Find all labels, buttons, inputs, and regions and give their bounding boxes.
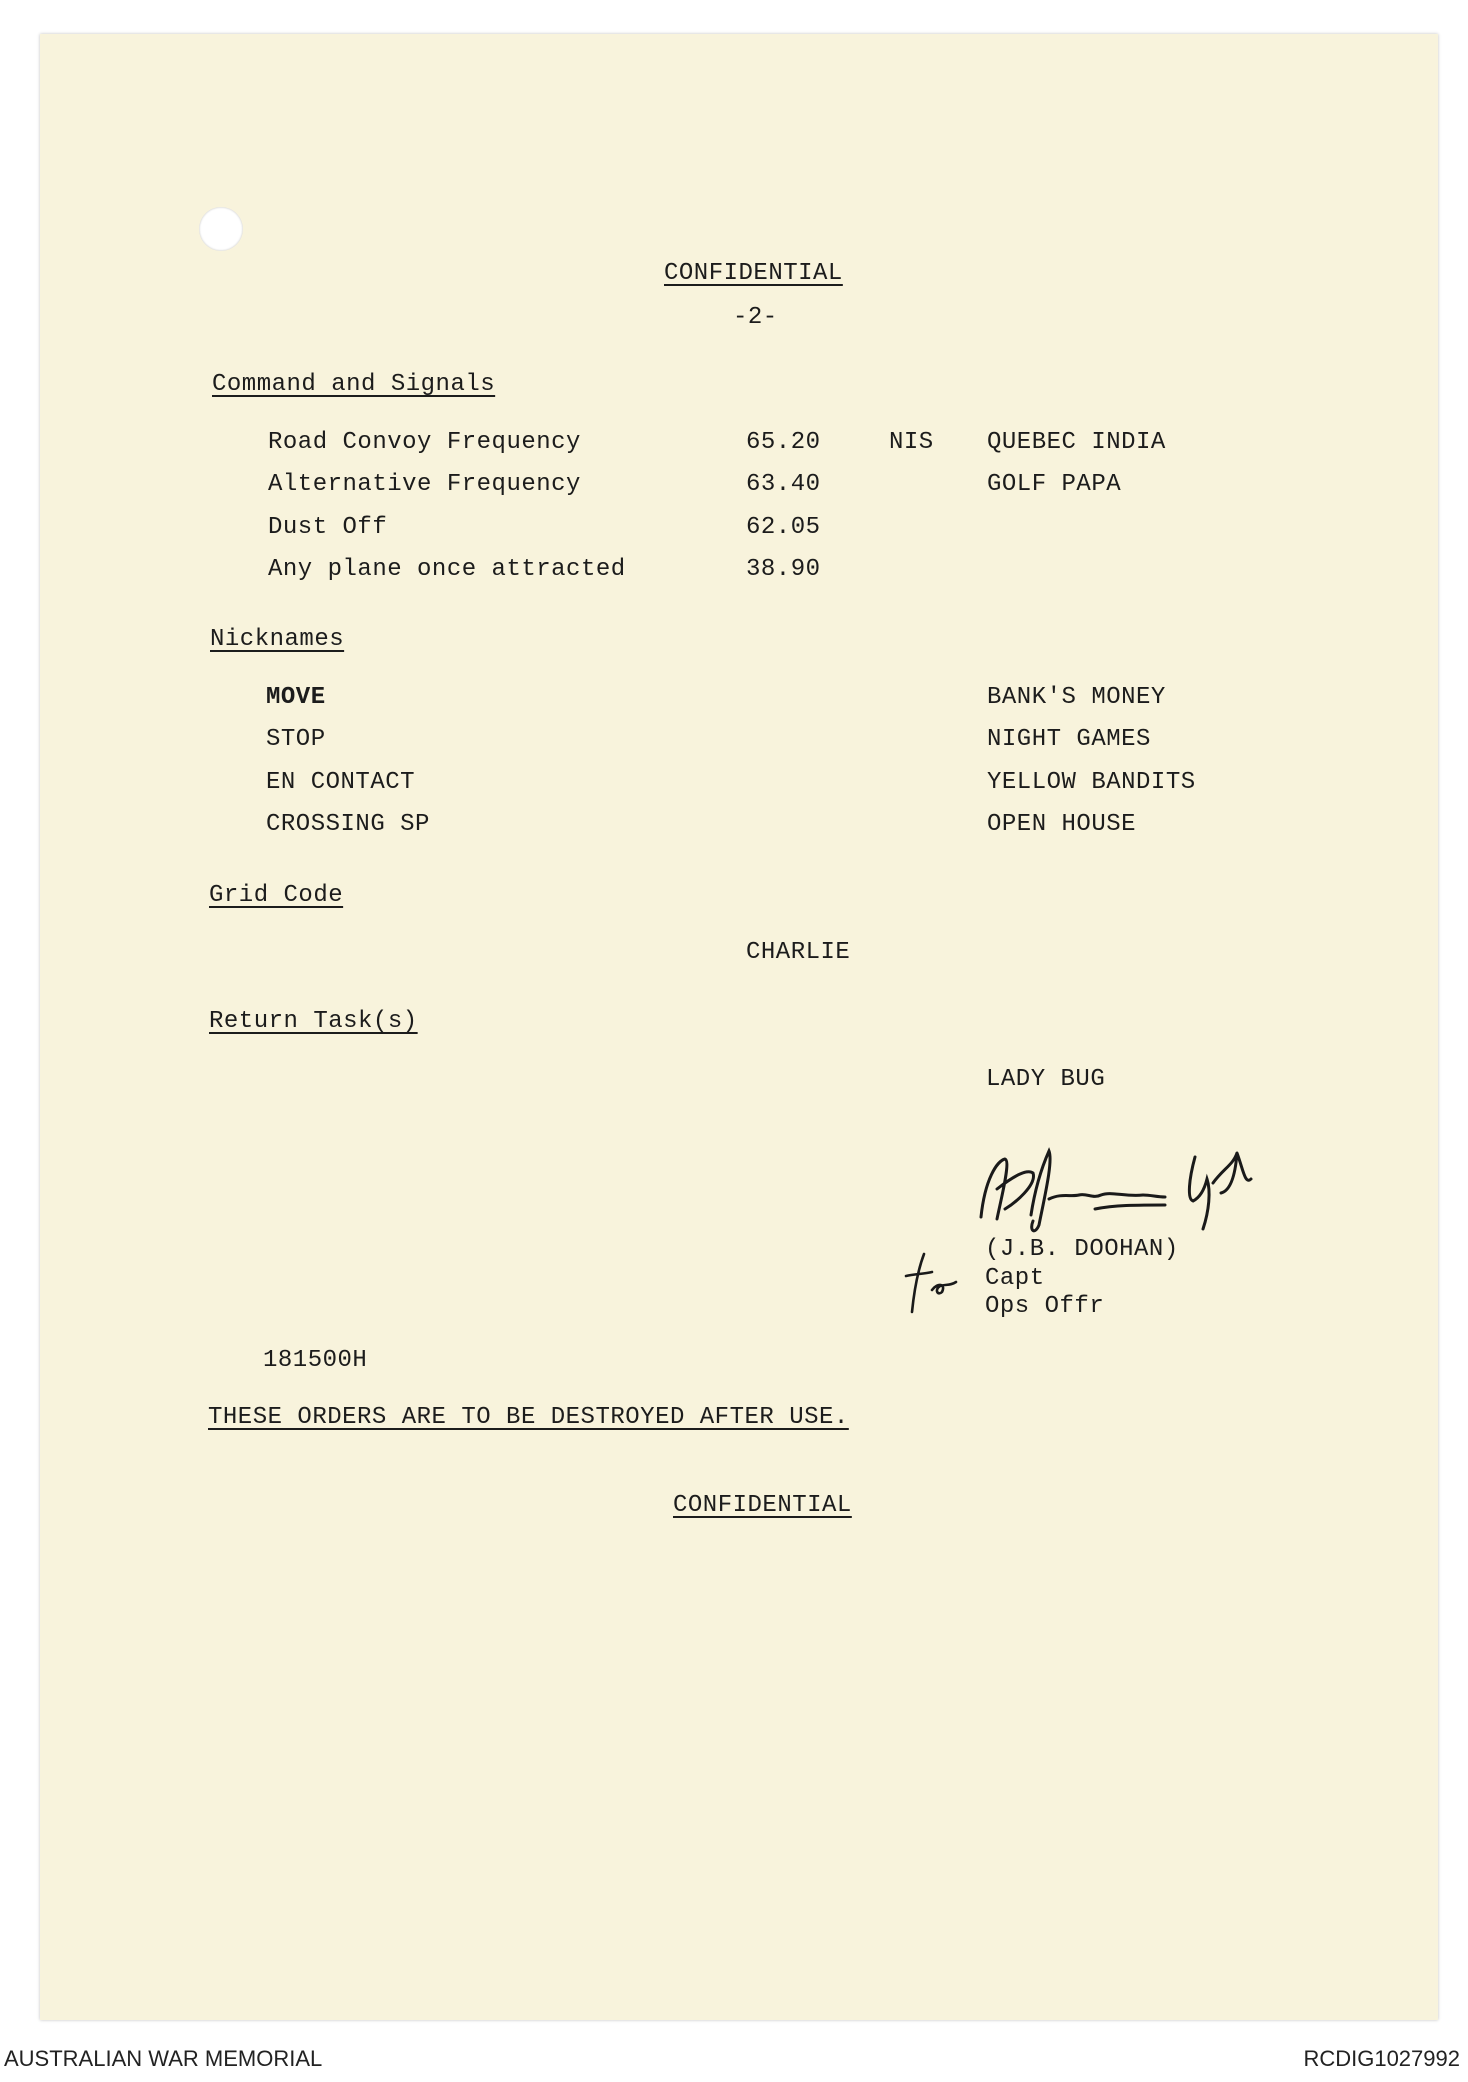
grid-code-value: CHARLIE — [746, 939, 851, 966]
section-heading-return-tasks: Return Task(s) — [209, 1008, 418, 1035]
signal-label: Dust Off — [268, 514, 388, 541]
punch-hole — [199, 207, 243, 251]
header-classification: CONFIDENTIAL — [664, 260, 843, 287]
archive-footer-right: RCDIG1027992 — [1303, 2046, 1460, 2071]
document-page — [40, 34, 1438, 2020]
nickname-value: BANK'S MONEY — [987, 684, 1166, 711]
nickname-term: EN CONTACT — [266, 769, 416, 796]
nickname-term: CROSSING SP — [266, 811, 430, 838]
nickname-value: NIGHT GAMES — [987, 726, 1151, 753]
signal-frequency: 38.90 — [746, 556, 821, 583]
signatory-name: (J.B. DOOHAN) — [985, 1236, 1179, 1263]
nickname-term: MOVE — [266, 684, 326, 711]
signatory-rank: Capt — [985, 1265, 1045, 1292]
destroy-notice: THESE ORDERS ARE TO BE DESTROYED AFTER USE. — [208, 1404, 849, 1431]
handwritten-signature — [975, 1139, 1255, 1239]
archive-footer-left: AUSTRALIAN WAR MEMORIAL — [4, 2046, 323, 2071]
signal-label: Any plane once attracted — [268, 556, 626, 583]
signal-label: Road Convoy Frequency — [268, 429, 581, 456]
nickname-value: OPEN HOUSE — [987, 811, 1137, 838]
signal-frequency: 65.20 — [746, 429, 821, 456]
section-heading-nicknames: Nicknames — [210, 626, 345, 653]
signal-extra: NIS — [889, 429, 934, 456]
section-heading-grid-code: Grid Code — [209, 882, 344, 909]
handwritten-for-mark — [902, 1246, 962, 1316]
signal-label: Alternative Frequency — [268, 471, 581, 498]
footer-classification: CONFIDENTIAL — [673, 1492, 852, 1519]
return-task-value: LADY BUG — [986, 1066, 1106, 1093]
signal-frequency: 62.05 — [746, 514, 821, 541]
date-time-group: 181500H — [263, 1347, 368, 1374]
signatory-appointment: Ops Offr — [985, 1293, 1105, 1320]
nickname-value: YELLOW BANDITS — [987, 769, 1196, 796]
page-number: -2- — [733, 304, 778, 331]
signal-callsign: QUEBEC INDIA — [987, 429, 1166, 456]
section-heading-command-signals: Command and Signals — [212, 371, 496, 398]
signal-frequency: 63.40 — [746, 471, 821, 498]
nickname-term: STOP — [266, 726, 326, 753]
signal-callsign: GOLF PAPA — [987, 471, 1122, 498]
